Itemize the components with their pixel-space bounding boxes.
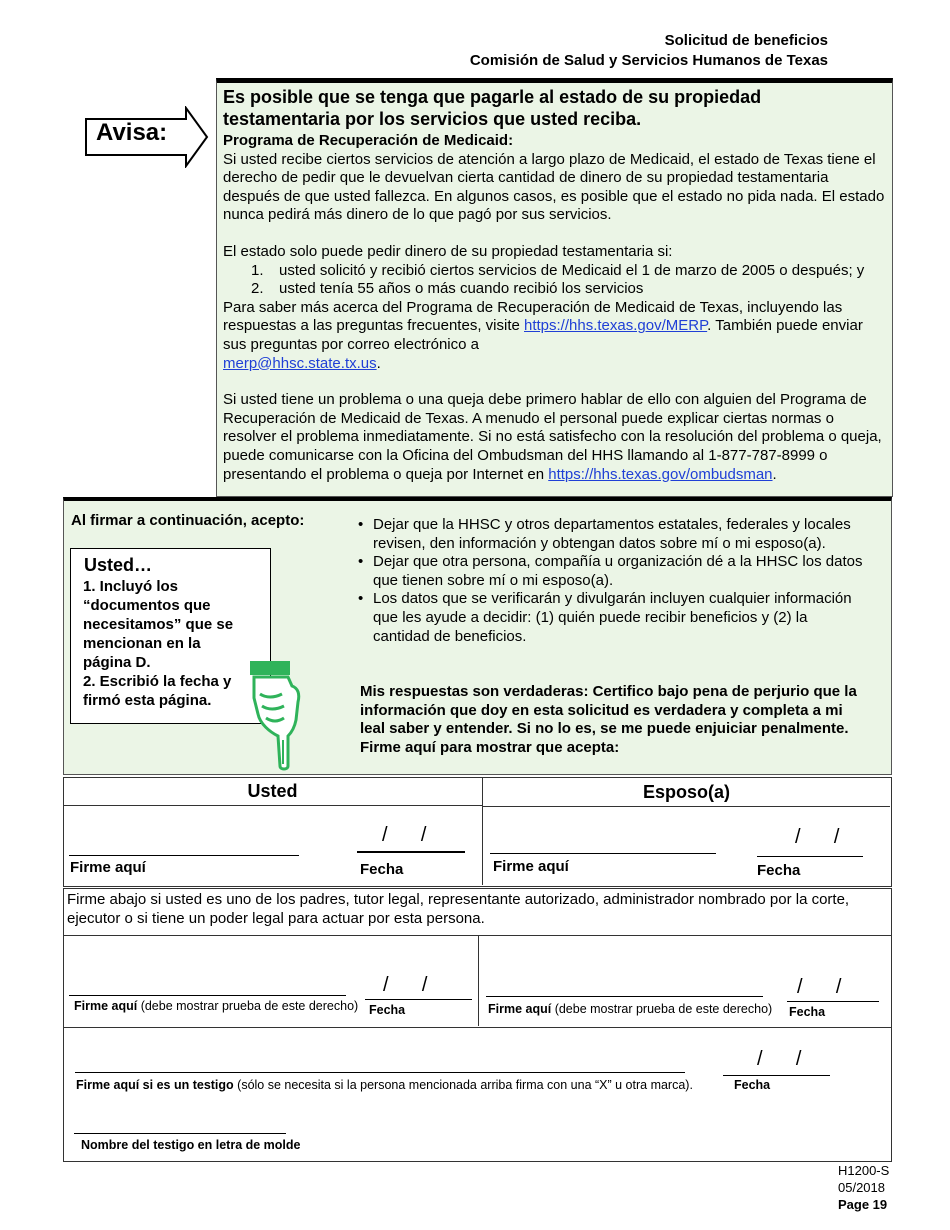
- checklist-items: [83, 577, 246, 710]
- condition-number: 2.: [251, 280, 264, 298]
- notice-content: [223, 86, 889, 484]
- spouse-date-field[interactable]: / /: [795, 826, 840, 848]
- condition-item: [223, 262, 889, 281]
- usted-column-header: Usted: [247, 781, 298, 801]
- email-link[interactable]: merp@hhsc.state.tx.us: [223, 354, 377, 372]
- applicant-date-label: Fecha: [360, 861, 404, 878]
- merp-intro-text: Para saber más acerca del Programa de Recuperación de Medicaid de Texas, incluyendo las respuestas a las preguntas frecuentes, visite: [223, 298, 843, 335]
- witness-name-line[interactable]: [74, 1133, 286, 1134]
- applicant-signature-line[interactable]: [69, 855, 299, 856]
- witness-name-label: Nombre del testigo en letra de molde: [81, 1138, 301, 1152]
- consent-bullet: [358, 590, 863, 646]
- representative-note: Firme abajo si usted es uno de los padres, tutor legal, representante autorizado, administrador nombrado por la corte, ejecutor o si tiene un poder legal para actuar por esta persona.: [67, 891, 850, 927]
- email-line: [223, 355, 889, 374]
- representative-date-label: Fecha: [369, 1003, 406, 1017]
- witness-note-text: (sólo se necesita si la persona mencionada arriba firma con una “X” u otra marca).: [233, 1078, 693, 1092]
- representative-sign-label: [74, 999, 358, 1013]
- column-divider: [478, 935, 479, 1026]
- bullet-icon: •: [358, 553, 364, 571]
- applicant-sign-label: Firme aquí: [70, 859, 146, 876]
- complaint-text: Si usted tiene un problema o una queja debe primero hablar de ello con alguien del Programa de Recuperación de Medicaid de Texas. A menudo el personal puede explicar ciertas normas o resolver el problema inmediatamente. Si no está satisfecho con la resolución del problema o queja, puede comunicarse con la Oficina del Ombudsman del HHS llamando al 1-877-787-8999 o presentando el problema o queja por Internet en: [223, 391, 882, 483]
- consent-bullet: [358, 516, 863, 553]
- proof-note-text: (debe mostrar prueba de este derecho): [551, 1002, 773, 1016]
- notice-paragraph-4: [223, 391, 889, 484]
- second-representative-signature-line[interactable]: [486, 996, 763, 997]
- representative-date-line: [365, 999, 472, 1000]
- form-number: H1200-S: [838, 1163, 890, 1178]
- bullet-icon: •: [358, 590, 364, 608]
- representative-date-field[interactable]: / /: [383, 974, 428, 996]
- witness-date-label: Fecha: [734, 1078, 771, 1092]
- witness-sign-text: Firme aquí si es un testigo: [76, 1078, 234, 1092]
- spouse-signature-line[interactable]: [490, 853, 716, 854]
- email-period: .: [376, 354, 381, 372]
- second-representative-sign-label: [488, 1002, 772, 1016]
- witness-date-field[interactable]: / /: [757, 1048, 802, 1070]
- second-representative-date-field[interactable]: / /: [797, 976, 842, 998]
- agency-name: Comisión de Salud y Servicios Humanos de Texas: [469, 52, 828, 69]
- merp-link[interactable]: https://hhs.texas.gov/MERP: [524, 317, 708, 335]
- certification-statement: Mis respuestas son verdaderas: Certifico bajo pena de perjurio que la información que doy en esta solicitud es verdadera y completa a mi leal saber y entender. Si no lo es, se me puede enjuiciar penalmente. Firme aquí para mostrar que acepta:: [360, 683, 857, 756]
- applicant-date-field[interactable]: / /: [382, 824, 427, 846]
- condition-number: 1.: [251, 261, 264, 279]
- pointing-hand-icon: [244, 658, 310, 772]
- notice-label: Avisa:: [96, 119, 168, 146]
- proof-note-text: (debe mostrar prueba de este derecho): [137, 999, 359, 1013]
- notice-paragraph-1: Si usted recibe ciertos servicios de atención a largo plazo de Medicaid, el estado de Texas tiene el derecho de pedir que le devuelvan cierta cantidad de dinero de su propiedad testamentaria después de que usted fallezca. En algunos casos, es posible que el estado no pida nada. El estado nunca pedirá más dinero de lo que pagó por sus servicios.: [223, 150, 885, 224]
- condition-text: usted tenía 55 años o más cuando recibió los servicios: [279, 280, 644, 298]
- checklist-item: 2. Escribió la fecha y firmó esta página.: [83, 673, 232, 709]
- bullet-text: Dejar que la HHSC y otros departamentos estatales, federales y locales revisen, den información y obtengan datos sobre mí o mi esposo(a).: [373, 516, 851, 552]
- ombudsman-link[interactable]: https://hhs.texas.gov/ombudsman: [548, 465, 773, 483]
- consent-title: Al firmar a continuación, acepto:: [71, 512, 305, 529]
- bullet-text: Dejar que otra persona, compañía u organización dé a la HHSC los datos que tienen sobre mí o mi esposo(a).: [373, 553, 863, 589]
- sign-here-text: Firme aquí: [74, 999, 138, 1013]
- form-date: 05/2018: [838, 1180, 885, 1195]
- witness-sign-label: [76, 1078, 693, 1092]
- consent-bullets: [358, 516, 863, 646]
- second-representative-date-line: [787, 1001, 879, 1002]
- spouse-date-line: [757, 856, 863, 857]
- condition-text: usted solicitó y recibió ciertos servicios de Medicaid el 1 de marzo de 2005 o después; y: [279, 261, 865, 279]
- page-number: Page 19: [838, 1197, 888, 1212]
- spouse-column-header: Esposo(a): [642, 782, 730, 802]
- notice-paragraph-2: El estado solo puede pedir dinero de su propiedad testamentaria si:: [223, 242, 673, 260]
- notice-paragraph-3: [223, 299, 889, 355]
- header-rule: [63, 805, 482, 806]
- witness-date-line: [723, 1075, 830, 1076]
- form-footer: [838, 1162, 889, 1213]
- sign-here-text: Firme aquí: [488, 1002, 552, 1016]
- bullet-text: Los datos que se verificarán y divulgarán incluyen cualquier información que les ayude a decidir: (1) quién puede recibir beneficios y (2) la cantidad de beneficios.: [373, 590, 852, 645]
- second-representative-date-label: Fecha: [789, 1005, 826, 1019]
- complaint-period: .: [772, 465, 777, 483]
- spouse-sign-label: Firme aquí: [493, 858, 569, 875]
- witness-signature-line[interactable]: [75, 1072, 685, 1073]
- checklist-item: 1. Incluyó los “documentos que necesitamos” que se mencionan en la página D.: [83, 578, 234, 671]
- condition-item: [223, 280, 889, 299]
- applicant-date-line: [357, 851, 465, 853]
- form-title: Solicitud de beneficios: [664, 32, 828, 49]
- checklist-title: Usted…: [84, 555, 153, 575]
- notice-subheading: Programa de Recuperación de Medicaid:: [223, 132, 514, 149]
- representative-signature-line[interactable]: [69, 995, 346, 996]
- consent-bullet: [358, 553, 863, 590]
- spouse-date-label: Fecha: [757, 862, 801, 879]
- merp-outro-text: . También puede enviar sus preguntas por correo electrónico a: [223, 317, 863, 353]
- notice-heading: Es posible que se tenga que pagarle al estado de su propiedad testamentaria por los servicios que usted reciba.: [223, 87, 762, 129]
- header-rule: [482, 806, 890, 807]
- bullet-icon: •: [358, 516, 364, 533]
